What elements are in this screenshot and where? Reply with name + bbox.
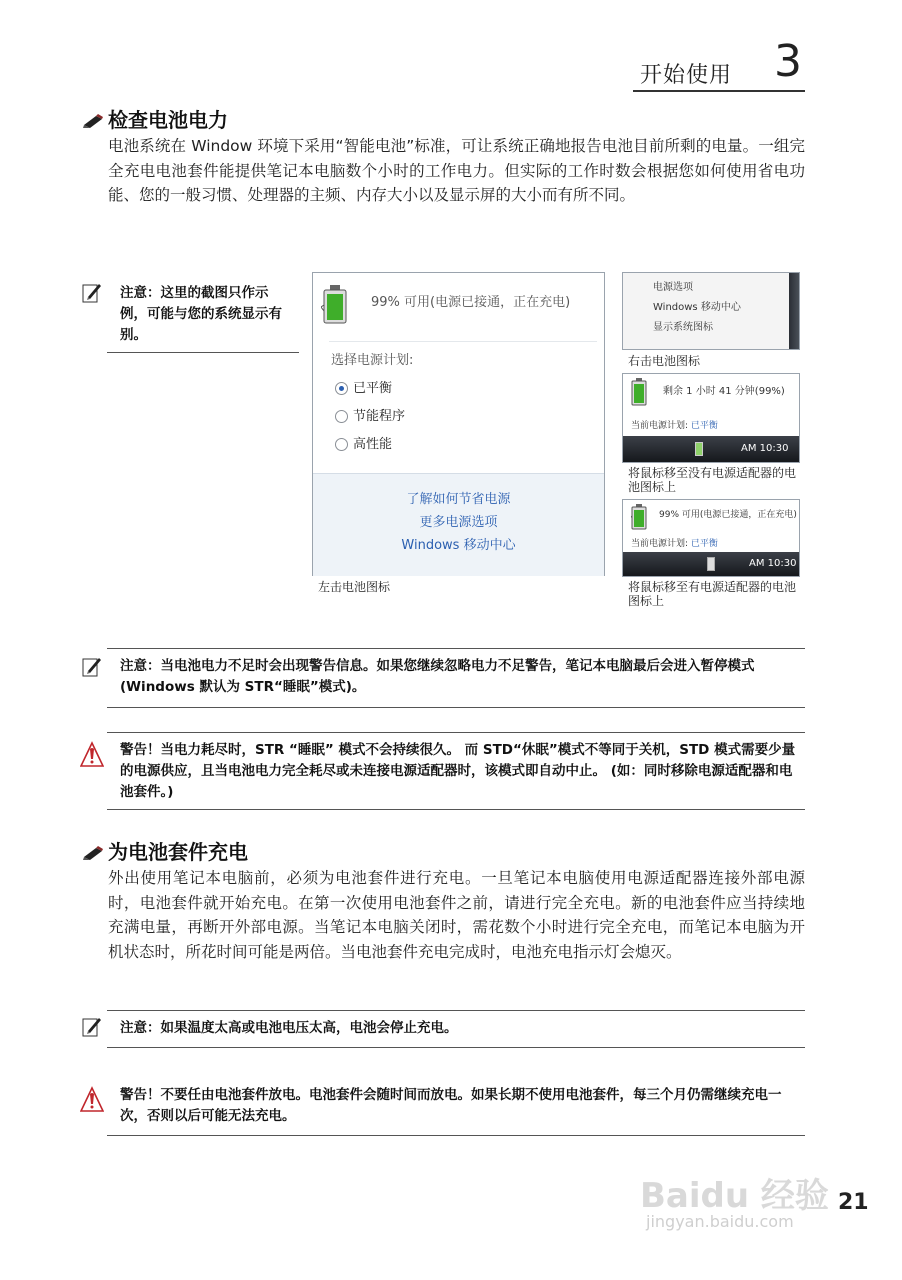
pen-bullet-icon — [82, 842, 104, 866]
caption-right-click: 右击电池图标 — [628, 354, 701, 368]
warning1-bottom-rule — [107, 809, 805, 810]
header-rule — [633, 90, 805, 92]
chapter-title: 开始使用 — [640, 63, 733, 88]
battery-icon — [631, 504, 647, 534]
warning2-bottom-rule — [107, 1135, 805, 1136]
menu-item-mobility-center[interactable]: Windows 移动中心 — [653, 302, 741, 313]
pen-bullet-icon — [82, 110, 104, 134]
note-icon — [82, 1016, 102, 1042]
caption-adapter: 将鼠标移至有电源适配器的电池图标上 — [628, 580, 797, 608]
taskbar-edge — [789, 273, 799, 349]
tray-battery-plug-icon[interactable] — [707, 557, 715, 571]
plan-value: 已平衡 — [690, 539, 718, 549]
link-more-power-options[interactable]: 更多电源选项 — [419, 515, 498, 530]
note1-top-rule — [107, 648, 805, 649]
tray-battery-icon[interactable] — [695, 442, 703, 456]
current-plan — [631, 418, 718, 431]
divider — [329, 341, 597, 342]
link-windows-mobility-center[interactable]: Windows 移动中心 — [401, 538, 516, 553]
plan-option-high-performance[interactable] — [335, 433, 392, 452]
note-charge-stop: 注意：如果温度太高或电池电压太高，电池会停止充电。 — [120, 1020, 458, 1036]
chapter-number: 3 — [774, 36, 802, 87]
section-heading-text: 检查电池电力 — [108, 108, 228, 132]
battery-popup-screenshot — [312, 272, 605, 576]
page-number: 21 — [838, 1190, 869, 1215]
warning-discharge: 警告！不要任由电池套件放电。电池套件会随时间而放电。如果长期不使用电池套件，每三个月仍需继续充电一次，否则以后可能无法充电。 — [120, 1087, 782, 1124]
note-low-battery: 注意：当电池电力不足时会出现警告信息。如果您继续忽略电力不足警告，笔记本电脑最后会进入暂停模式 (Windows 默认为 STR“睡眠”模式)。 — [120, 658, 755, 695]
section-paragraph: 电池系统在 Window 环境下采用“智能电池”标准，可让系统正确地报告电池目前所剩的电量。一组完全充电电池套件能提供笔记本电脑数个小时的工作电力。但实际的工作时数会根据您如何使用省电功能、您的一般习惯、处理器的主频、内存大小以及显示屏的大小而有所不同。 — [108, 137, 805, 204]
radio-icon — [335, 410, 348, 423]
note-icon — [82, 282, 102, 308]
note2-bottom-rule — [107, 1047, 805, 1048]
current-plan — [631, 536, 718, 549]
warning1-top-rule — [107, 732, 805, 733]
tray-clock: AM 10:30 — [749, 558, 797, 569]
side-note-rule — [107, 352, 299, 353]
plan-option-balanced[interactable] — [335, 377, 392, 396]
plan-option-label: 已平衡 — [353, 381, 393, 396]
link-learn-save-power[interactable]: 了解如何节省电源 — [406, 492, 511, 507]
plan-label: 当前电源计划: — [631, 421, 689, 431]
plan-option-power-saver[interactable] — [335, 405, 405, 424]
caption-no-adapter: 将鼠标移至没有电源适配器的电池图标上 — [628, 466, 797, 494]
plan-option-label: 高性能 — [353, 437, 393, 452]
warning-icon — [80, 1086, 104, 1118]
battery-status-text: 99% 可用(电源已接通，正在充电) — [371, 295, 571, 310]
radio-selected-icon — [335, 382, 348, 395]
section-heading-text: 为电池套件充电 — [108, 840, 248, 864]
note1-bottom-rule — [107, 707, 805, 708]
context-menu-screenshot — [622, 272, 800, 350]
taskbar-tray — [623, 552, 799, 576]
caption-left-click: 左击电池图标 — [318, 580, 391, 594]
charging-status-text: 99% 可用(电源已接通，正在充电) — [659, 510, 797, 520]
battery-icon — [631, 378, 647, 410]
warning-icon — [80, 741, 104, 773]
watermark-url: jingyan.baidu.com — [646, 1212, 794, 1231]
remaining-time-text: 剩余 1 小时 41 分钟(99%) — [663, 386, 785, 397]
warning-sleep-mode: 警告！当电力耗尽时，STR “睡眠” 模式不会持续很久。 而 STD“休眠”模式不等同于关机，STD 模式需要少量的电源供应，且当电池电力完全耗尽或未连接电源适配器时，该模式即自动中止。 (如：同时移除电源适配器和电池套件。) — [120, 742, 796, 800]
side-note: 注意：这里的截图只作示例，可能与您的系统显示有别。 — [120, 285, 282, 343]
note2-top-rule — [107, 1010, 805, 1011]
section-heading-battery-check — [82, 104, 228, 134]
battery-icon — [321, 285, 349, 329]
section-heading-charging — [82, 836, 248, 866]
tray-clock: AM 10:30 — [741, 443, 789, 454]
plan-value: 已平衡 — [690, 421, 718, 431]
power-plan-label: 选择电源计划: — [331, 353, 414, 368]
popup-links-area — [313, 473, 604, 576]
menu-item-power-options[interactable]: 电源选项 — [653, 282, 693, 293]
plan-label: 当前电源计划: — [631, 539, 689, 549]
note-icon — [82, 656, 102, 682]
taskbar-tray — [623, 436, 799, 462]
section-paragraph: 外出使用笔记本电脑前，必须为电池套件进行充电。一旦笔记本电脑使用电源适配器连接外部电源时，电池套件就开始充电。在第一次使用电池套件之前，请进行完全充电。新的电池套件应当持续地充满电量，再断开外部电源。当笔记本电脑关闭时，需花数个小时进行完全充电，而笔记本电脑为开机状态时，所花时间可能是两倍。当电池套件充电完成时，电池充电指示灯会熄灭。 — [108, 869, 805, 961]
tooltip-adapter-screenshot — [622, 499, 800, 577]
tooltip-no-adapter-screenshot — [622, 373, 800, 463]
plan-option-label: 节能程序 — [353, 409, 406, 424]
menu-item-show-system-icons[interactable]: 显示系统图标 — [653, 322, 713, 333]
radio-icon — [335, 438, 348, 451]
watermark-brand: Baidu 经验 — [640, 1176, 829, 1216]
